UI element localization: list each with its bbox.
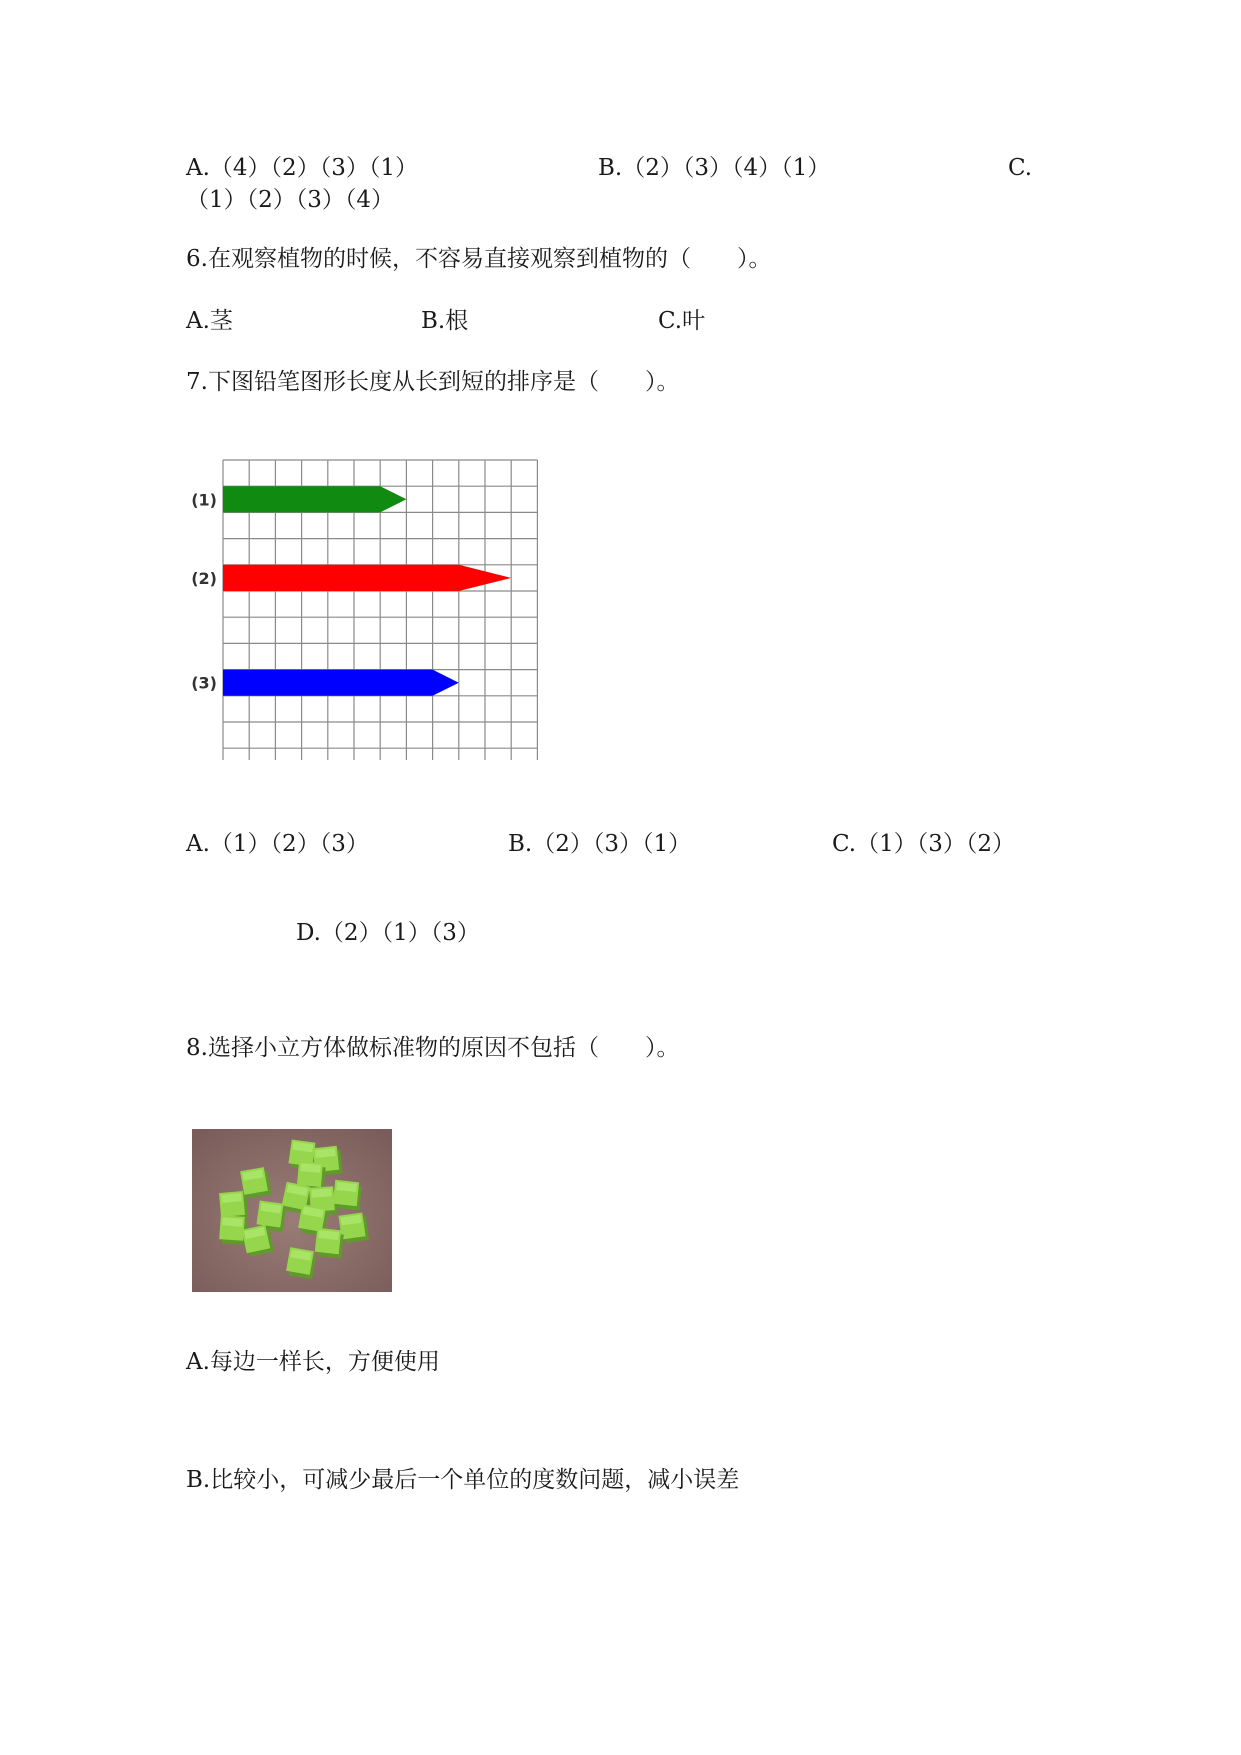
pencil-2: [223, 565, 511, 591]
q5-option-c-letter: C.: [1008, 155, 1033, 181]
green-cubes-photo: [192, 1129, 392, 1292]
q6-option-c: C.叶: [658, 308, 706, 334]
q7-option-c: C.（1）（3）（2）: [832, 831, 1015, 857]
pencil-label-1: (1): [191, 490, 217, 510]
pencil-label-3: (3): [191, 673, 217, 693]
q5-option-b: B.（2）（3）（4）（1）: [598, 155, 831, 181]
pencil-1: [223, 486, 406, 512]
q8-question: 8.选择小立方体做标准物的原因不包括（ ）。: [186, 1035, 680, 1061]
q6-question: 6.在观察植物的时候，不容易直接观察到植物的（ ）。: [186, 246, 772, 272]
q7-question: 7.下图铅笔图形长度从长到短的排序是（ ）。: [186, 369, 680, 395]
green-cube: [314, 1228, 344, 1259]
pencil-labels: [191, 490, 217, 692]
green-cube: [332, 1180, 362, 1211]
pencil-length-grid-figure: [188, 455, 548, 760]
q6-option-a: A.茎: [186, 308, 233, 334]
q8-option-a: A.每边一样长，方便使用: [186, 1349, 440, 1375]
q7-option-b: B.（2）（3）（1）: [508, 831, 692, 857]
q7-option-a: A.（1）（2）（3）: [186, 831, 369, 857]
green-cube: [242, 1224, 274, 1257]
q8-option-b: B.比较小，可减少最后一个单位的度数问题，减小误差: [186, 1467, 740, 1493]
q5-option-c-text: （1）（2）（3）（4）: [186, 187, 395, 213]
green-cube: [285, 1247, 316, 1279]
green-cube: [240, 1167, 271, 1199]
pencil-label-2: (2): [191, 568, 217, 588]
q7-option-d: D.（2）（1）（3）: [296, 920, 480, 946]
pencil-3: [223, 670, 459, 696]
q6-option-b: B.根: [421, 308, 469, 334]
q5-option-a: A.（4）（2）（3）（1）: [186, 155, 418, 181]
